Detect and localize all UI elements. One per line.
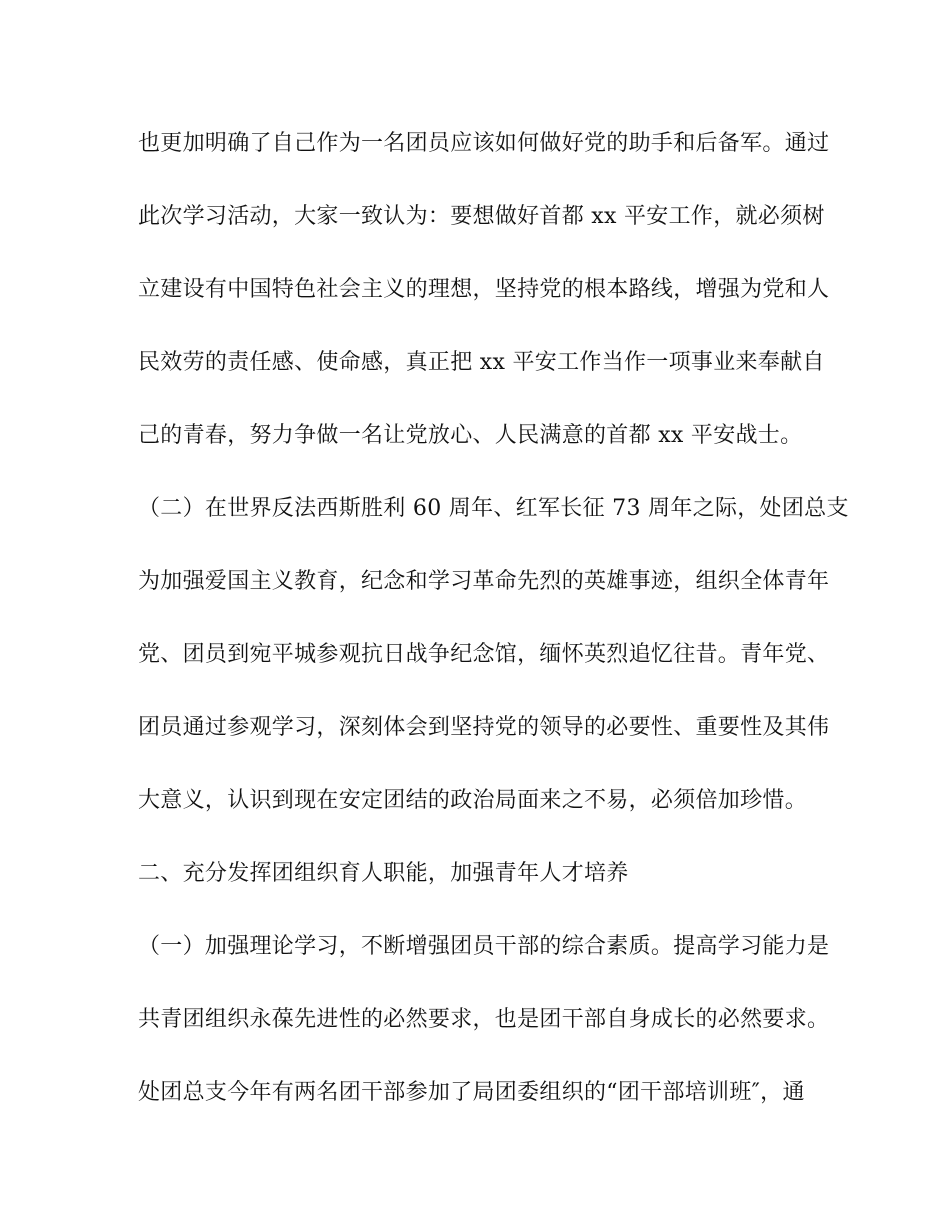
section-heading: 二、充分发挥团组织育人职能，加强青年人才培养 [138,861,629,886]
text-line: （一）加强理论学习，不断增强团员干部的综合素质。提高学习能力是 [138,934,830,959]
text-line: 也更加明确了自己作为一名团员应该如何做好党的助手和后备军。通过 [138,131,830,156]
text-line: 为加强爱国主义教育，纪念和学习革命先烈的英雄事迹，组织全体青年 [138,569,830,594]
text-line: 己的青春，努力争做一名让党放心、人民满意的首都 xx 平安战士。 [138,423,803,448]
text-line: （二）在世界反法西斯胜利 60 周年、红军长征 73 周年之际，处团总支 [138,496,849,521]
text-line: 党、团员到宛平城参观抗日战争纪念馆，缅怀英烈追忆往昔。青年党、 [138,642,830,667]
text-line: 大意义，认识到现在安定团结的政治局面来之不易，必须倍加珍惜。 [138,788,808,813]
text-line: 此次学习活动，大家一致认为：要想做好首都 xx 平安工作，就必须树 [138,204,825,229]
text-line: 团员通过参观学习，深刻体会到坚持党的领导的必要性、重要性及其伟 [138,715,830,740]
text-line: 立建设有中国特色社会主义的理想，坚持党的根本路线，增强为党和人 [138,277,830,302]
text-line: 共青团组织永葆先进性的必然要求，也是团干部自身成长的必然要求。 [138,1007,830,1032]
text-line: 民效劳的责任感、使命感，真正把 xx 平安工作当作一项事业来奉献自 [138,350,825,375]
text-line: 处团总支今年有两名团干部参加了局团委组织的“团干部培训班″，通 [138,1080,805,1105]
body-text [138,122,849,1144]
